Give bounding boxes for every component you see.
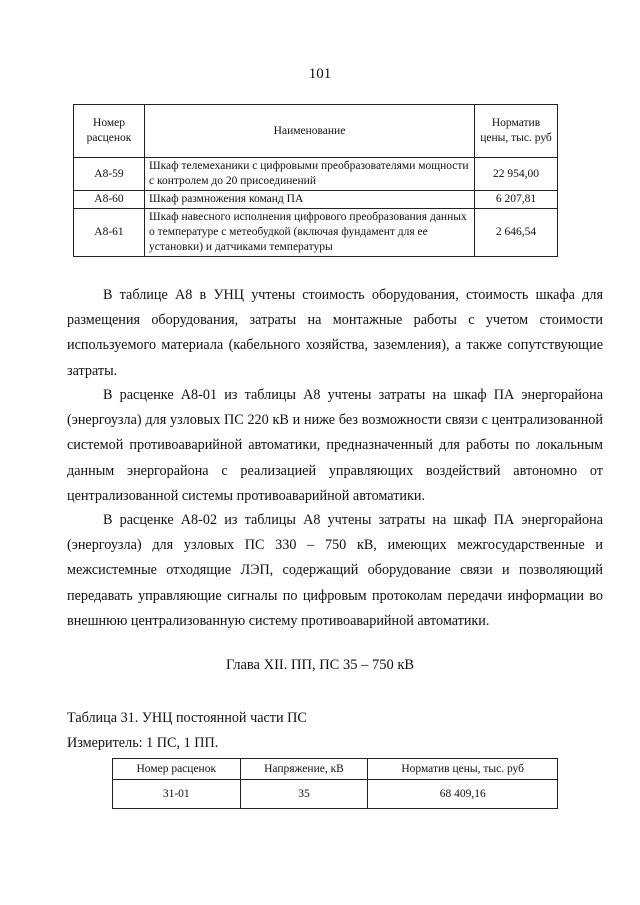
row-name: Шкаф телемеханики с цифровыми преобразователями мощности с контролем до 20 присоединений: [145, 158, 475, 191]
row-code: 31-01: [113, 780, 241, 809]
price-table-31: [112, 758, 558, 809]
table-row: [74, 158, 558, 191]
paragraph-a8-01: В расценке А8-01 из таблицы А8 учтены затраты на шкаф ПА энергорайона (энергоузла) для узловых ПС 220 кВ и ниже без возможности связи с централизованной системой противоаварийной автоматики, предназначенный для работы по локальным данным энергорайона с реализацией управляющих воздействий автономно от централизованной системы противоаварийной автоматики.: [67, 387, 603, 504]
row-voltage: 35: [240, 780, 368, 809]
chapter-heading: Глава XII. ПП, ПС 35 – 750 кВ: [225, 657, 415, 673]
row-name: Шкаф навесного исполнения цифрового преобразования данных о температуре с метеобудкой (включая фундамент для ее установки) и датчиками температуры: [145, 209, 475, 257]
header-voltage: Напряжение, кВ: [240, 759, 368, 780]
table-row: [74, 191, 558, 209]
row-code: А8-61: [74, 209, 145, 257]
paragraph-table-a8: В таблице А8 в УНЦ учтены стоимость оборудования, стоимость шкафа для размещения оборудования, затраты на монтажные работы с учетом стоимости используемого материала (кабельного хозяйства, заземления), а также сопутствующие затраты.: [67, 287, 603, 379]
header-price: Норматив цены, тыс. руб: [368, 759, 558, 780]
header-code: Номер расценок: [113, 759, 241, 780]
row-price: 68 409,16: [368, 780, 558, 809]
header-name: Наименование: [145, 105, 475, 158]
page-number: 101: [308, 66, 332, 82]
row-code: А8-60: [74, 191, 145, 209]
row-name: Шкаф размножения команд ПА: [145, 191, 475, 209]
table-header-row: [113, 759, 558, 780]
header-price: Норматив цены, тыс. руб: [475, 105, 558, 158]
table-row: [74, 209, 558, 257]
table-header-row: [74, 105, 558, 158]
row-price: 2 646,54: [475, 209, 558, 257]
row-price: 22 954,00: [475, 158, 558, 191]
table-unit: Измеритель: 1 ПС, 1 ПП.: [67, 735, 219, 751]
paragraph-a8-02: В расценке А8-02 из таблицы А8 учтены затраты на шкаф ПА энергорайона (энергоузла) для узловых ПС 330 – 750 кВ, имеющих межгосударственные и межсистемные отходящие ЛЭП, содержащий оборудование связи и позволяющий передавать управляющие сигналы по цифровым протоколам передачи информации во внешнюю централизованную систему противоаварийной автоматики.: [67, 512, 603, 629]
table-row: [113, 780, 558, 809]
header-code: Номер расценок: [74, 105, 145, 158]
row-price: 6 207,81: [475, 191, 558, 209]
row-code: А8-59: [74, 158, 145, 191]
price-table-a8: [73, 104, 558, 257]
table-caption: Таблица 31. УНЦ постоянной части ПС: [67, 710, 307, 726]
